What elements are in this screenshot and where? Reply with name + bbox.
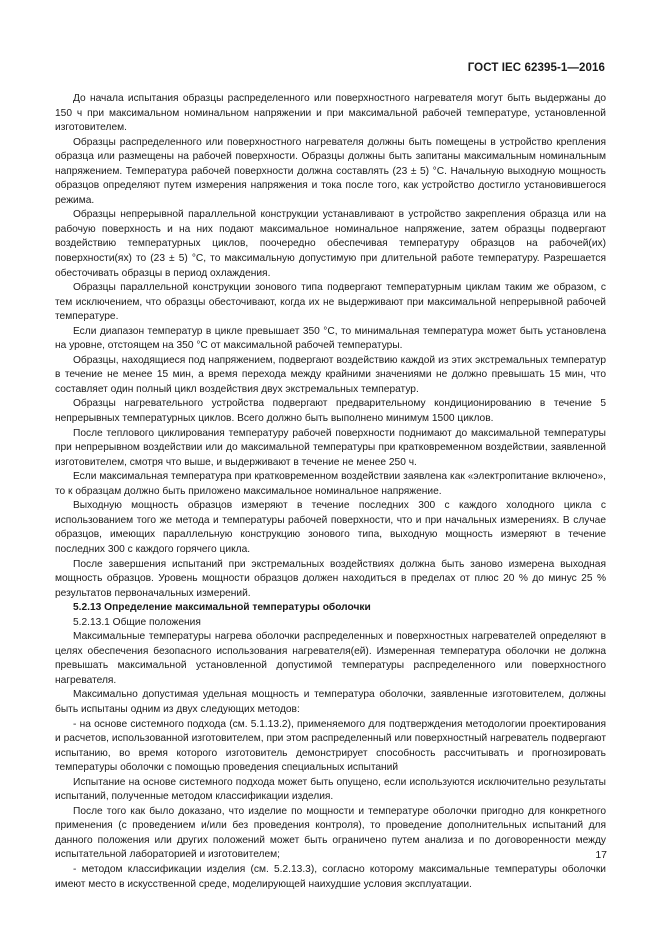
paragraph: После теплового циклирования температуру рабочей поверхности поднимают до максимальной температуры при непрерывном воздействии или до максимальной температуры при кратковременном воздействии, заявленной изготовителем, смотря что выше, и выдерживают в течение не менее 250 ч. [55, 427, 606, 468]
paragraph: Образцы параллельной конструкции зонового типа подвергают температурным циклам таким же образом, с тем исключением, что образцы обесточивают, когда их не выдерживают при максимальной непрерывной рабочей температуре. [55, 282, 606, 323]
paragraph: До начала испытания образцы распределенного или поверхностного нагревателя могут быть выдержаны до 150 ч при максимальном номинальном напряжении и при максимальной рабочей температуре, установленной изготовителем. [55, 93, 606, 134]
paragraph: - на основе системного подхода (см. 5.1.13.2), применяемого для подтверждения методологии проектирования и расчетов, использованной изготовителем, при этом распределенный или поверхностный нагреватель подвергают испытанию, во время которого изготовитель демонстрирует способность рассчитывать и прогнозировать температуры оболочки с помощью проведения специальных испытаний [55, 718, 606, 774]
paragraph: Выходную мощность образцов измеряют в течение последних 300 с каждого холодного цикла с использованием того же метода и температуры рабочей поверхности, что и при начальных измерениях. В случае образцов, имеющих параллельную конструкцию зонового типа, выходную мощность измеряют в течение последних 300 с каждого горячего цикла. [55, 500, 606, 555]
document-header: ГОСТ IEC 62395-1—2016 [467, 62, 605, 74]
subsection-heading: 5.2.13.1 Общие положения [73, 616, 201, 628]
paragraph: Максимальные температуры нагрева оболочки распределенных и поверхностных нагревателей определяют в целях обеспечения безопасного использования нагревателя(ей). Измеренная температура оболочки не должна превышать максимальной установленной допустимой температуры распределенного или поверхностного нагревателя. [55, 631, 606, 686]
paragraph: После завершения испытаний при экстремальных воздействиях должна быть заново измерена выходная мощность образцов. Уровень мощности образцов должен находиться в пределах от плюс 20 % до минус 25 % результатов первоначальных измерений. [55, 558, 606, 599]
paragraph: Если максимальная температура при кратковременном воздействии заявлена как «электропитание включено», то к образцам должно быть приложено максимальное номинальное напряжение. [55, 471, 606, 497]
paragraph: Образцы, находящиеся под напряжением, подвергают воздействию каждой из этих экстремальных температур в течение не менее 15 мин, а время перехода между крайними значениями не должно превышать 15 мин, что составляет один полный цикл воздействия двух экстремальных температур. [55, 354, 606, 395]
paragraph: Если диапазон температур в цикле превышает 350 °С, то минимальная температура может быть установлена на уровне, отстоящем на 350 °С от максимальной рабочей температуры. [55, 325, 606, 352]
paragraph: После того как было доказано, что изделие по мощности и температуре оболочки пригодно для конкретного применения (с проведением и/или без проведения контроля), то проведение дополнительных испытаний для данного положения или других положений может быть ограничено путем анализа и по договоренности между испытательной лабораторией и изготовителем; [55, 805, 606, 861]
page-number: 17 [595, 849, 607, 861]
section-heading: 5.2.13 Определение максимальной температуры оболочки [73, 602, 371, 614]
paragraph: Максимально допустимая удельная мощность и температура оболочки, заявленные изготовителем, должны быть испытаны одним из двух следующих методов: [55, 689, 606, 715]
paragraph: Образцы непрерывной параллельной конструкции устанавливают в устройство закрепления образца или на рабочую поверхность и на них подают максимальное номинальное напряжение, затем образцы подвергают воздействию температурных циклов, поочередно обеспечивая температуру образцов на рабочей(их) поверхности(ях) то (23 ± 5) °С, то максимальную допустимую при длительной работе температуру. Разрешается обесточивать образцы в период охлаждения. [55, 209, 606, 279]
paragraph: - методом классификации изделия (см. 5.2.13.3), согласно которому максимальные температуры оболочки имеют место в искусственной среде, моделирующей наихудшие условия эксплуатации. [55, 863, 606, 890]
paragraph: Образцы нагревательного устройства подвергают предварительному кондиционированию в течение 5 непрерывных температурных циклов. Всего должно быть выполнено минимум 1500 циклов. [55, 398, 606, 425]
document-body [55, 92, 606, 892]
paragraph: Испытание на основе системного подхода может быть опущено, если используются исключительно результаты испытаний, полученные методом классификации изделия. [55, 776, 606, 803]
paragraph: Образцы распределенного или поверхностного нагревателя должны быть помещены в устройство крепления образца или размещены на рабочей поверхности. Образцы должны быть запитаны максимальным номинальным напряжением. Температура рабочей поверхности должна составлять (23 ± 5) °С. Начальную выходную мощность образцов определяют путем измерения напряжения и тока после того, как устройство достигло установившегося режима. [55, 136, 606, 206]
